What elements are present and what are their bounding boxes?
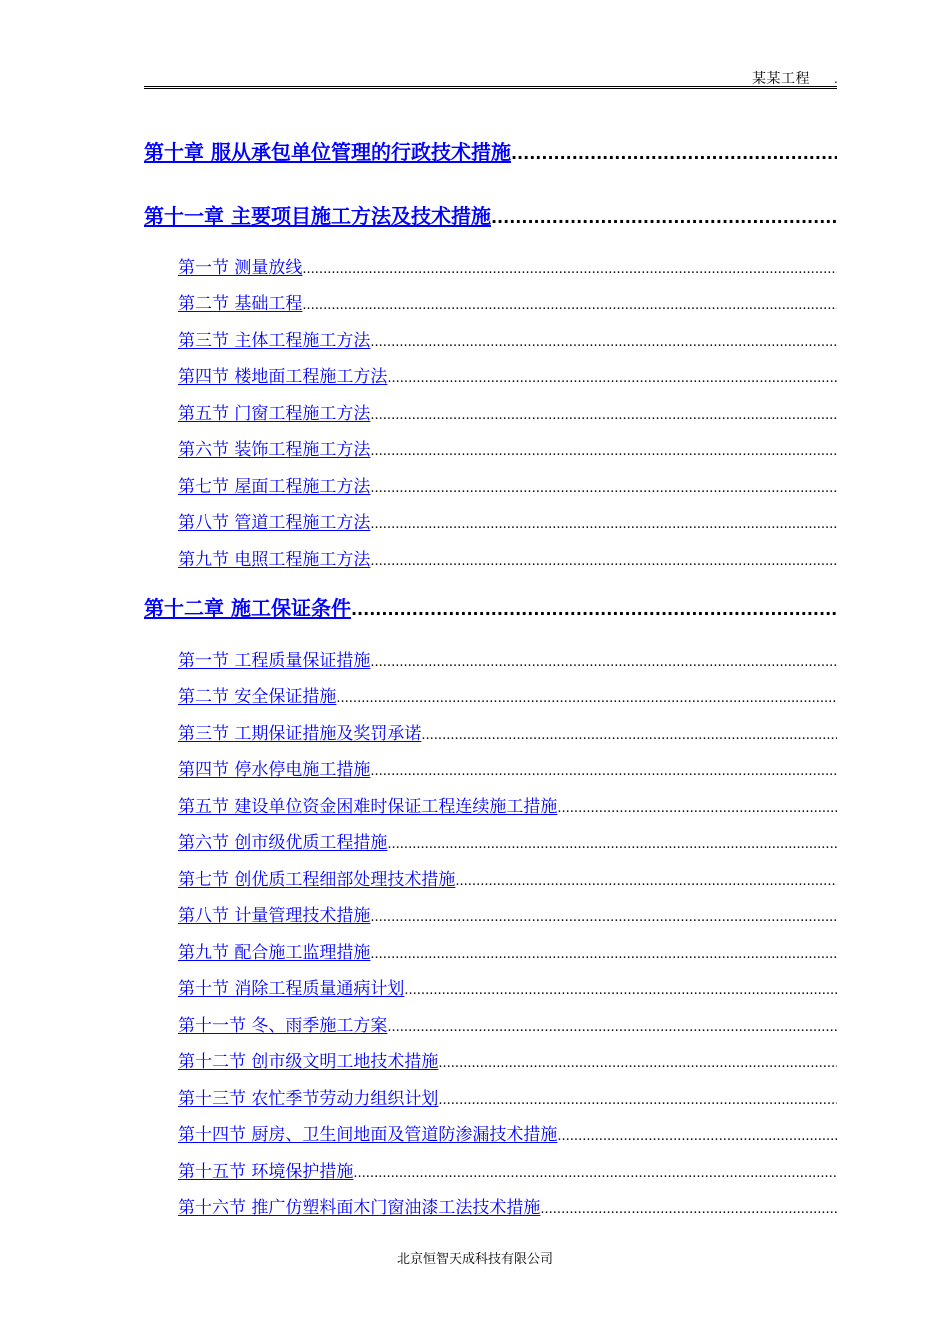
toc-section[interactable]	[178, 362, 837, 388]
toc-section-link[interactable]: 第十一节 冬、雨季施工方案	[178, 1016, 388, 1036]
toc-chapter-10[interactable]	[144, 136, 837, 166]
toc-section-link[interactable]: 第一节 工程质量保证措施	[178, 651, 371, 671]
toc-section-link[interactable]: 第七节 创优质工程细部处理技术措施	[178, 870, 456, 890]
dot-leader	[438, 1093, 837, 1108]
dot-leader	[370, 444, 837, 459]
toc-section[interactable]	[178, 435, 837, 461]
toc-section[interactable]	[178, 545, 837, 571]
toc-section-link[interactable]: 第六节 创市级优质工程措施	[178, 833, 388, 853]
toc-section[interactable]	[178, 792, 837, 818]
toc-section[interactable]	[178, 719, 837, 745]
toc-chapter-11[interactable]	[144, 200, 837, 230]
toc-section[interactable]	[178, 938, 837, 964]
page-footer-company: 北京恒智天成科技有限公司	[396, 1252, 553, 1267]
toc-section-link[interactable]: 第八节 计量管理技术措施	[178, 906, 371, 926]
dot-leader	[491, 208, 837, 227]
toc-section-link[interactable]: 第八节 管道工程施工方法	[178, 513, 371, 533]
toc-section-link[interactable]: 第三节 主体工程施工方法	[178, 331, 371, 351]
toc-section[interactable]	[178, 253, 837, 279]
dot-leader	[370, 408, 837, 423]
dot-leader	[455, 874, 837, 889]
dot-leader	[370, 481, 837, 496]
header-divider	[144, 86, 837, 89]
toc-section[interactable]	[178, 646, 837, 672]
toc-section[interactable]	[178, 682, 837, 708]
toc-section[interactable]	[178, 1011, 837, 1037]
toc-section-link[interactable]: 第十二节 创市级文明工地技术措施	[178, 1052, 439, 1072]
dot-leader	[302, 262, 837, 277]
toc-section-link[interactable]: 第十五节 环境保护措施	[178, 1162, 354, 1182]
toc-section-link[interactable]: 第六节 装饰工程施工方法	[178, 440, 371, 460]
toc-section[interactable]	[178, 289, 837, 315]
dot-leader	[370, 517, 837, 532]
toc-section[interactable]	[178, 755, 837, 781]
toc-section-link[interactable]: 第一节 测量放线	[178, 258, 303, 278]
dot-leader	[370, 764, 837, 779]
toc-chapter-12[interactable]	[144, 592, 837, 622]
toc-section-link[interactable]: 第九节 配合施工监理措施	[178, 943, 371, 963]
toc-section-link[interactable]: 第三节 工期保证措施及奖罚承诺	[178, 724, 422, 744]
toc-section[interactable]	[178, 1193, 837, 1219]
dot-leader	[370, 554, 837, 569]
toc-section[interactable]	[178, 865, 837, 891]
dot-leader	[387, 837, 837, 852]
toc-section[interactable]	[178, 1157, 837, 1183]
dot-leader	[351, 600, 837, 619]
toc-section-link[interactable]: 第十节 消除工程质量通病计划	[178, 979, 405, 999]
toc-section-link[interactable]: 第二节 基础工程	[178, 294, 303, 314]
page-header-title: 某某工程	[752, 71, 810, 87]
toc-section-link[interactable]: 第四节 停水停电施工措施	[178, 760, 371, 780]
dot-leader	[370, 335, 837, 350]
dot-leader	[370, 910, 837, 925]
toc-section-link[interactable]: 第五节 建设单位资金困难时保证工程连续施工措施	[178, 797, 558, 817]
toc-section[interactable]	[178, 1120, 837, 1146]
toc-section[interactable]	[178, 472, 837, 498]
dot-leader	[557, 1129, 837, 1144]
dot-leader	[387, 1020, 837, 1035]
toc-section[interactable]	[178, 828, 837, 854]
dot-leader	[370, 947, 837, 962]
toc-section[interactable]	[178, 1047, 837, 1073]
dot-leader	[438, 1056, 837, 1071]
toc-section-link[interactable]: 第十四节 厨房、卫生间地面及管道防渗漏技术措施	[178, 1125, 558, 1145]
dot-leader	[421, 728, 837, 743]
dot-leader	[557, 801, 837, 816]
toc-section-link[interactable]: 第七节 屋面工程施工方法	[178, 477, 371, 497]
page-header-dot: .	[834, 72, 838, 86]
dot-leader	[370, 655, 837, 670]
toc-section-link[interactable]: 第二节 安全保证措施	[178, 687, 337, 707]
dot-leader	[387, 371, 837, 386]
toc-section-link[interactable]: 第五节 门窗工程施工方法	[178, 404, 371, 424]
dot-leader	[511, 144, 837, 163]
dot-leader	[336, 691, 837, 706]
dot-leader	[540, 1202, 837, 1217]
toc-section-link[interactable]: 第十三节 农忙季节劳动力组织计划	[178, 1089, 439, 1109]
toc-chapter-12-link[interactable]: 第十二章 施工保证条件	[144, 596, 351, 620]
toc-chapter-11-link[interactable]: 第十一章 主要项目施工方法及技术措施	[144, 204, 491, 228]
toc-chapter-10-link[interactable]: 第十章 服从承包单位管理的行政技术措施	[144, 140, 511, 164]
toc-section[interactable]	[178, 326, 837, 352]
dot-leader	[302, 298, 837, 313]
dot-leader	[353, 1166, 837, 1181]
toc-section-link[interactable]: 第四节 楼地面工程施工方法	[178, 367, 388, 387]
toc-section[interactable]	[178, 974, 837, 1000]
toc-section[interactable]	[178, 399, 837, 425]
toc-section[interactable]	[178, 901, 837, 927]
dot-leader	[404, 983, 837, 998]
toc-section[interactable]	[178, 508, 837, 534]
toc-section-link[interactable]: 第十六节 推广仿塑料面木门窗油漆工法技术措施	[178, 1198, 541, 1218]
toc-section-link[interactable]: 第九节 电照工程施工方法	[178, 550, 371, 570]
toc-section[interactable]	[178, 1084, 837, 1110]
